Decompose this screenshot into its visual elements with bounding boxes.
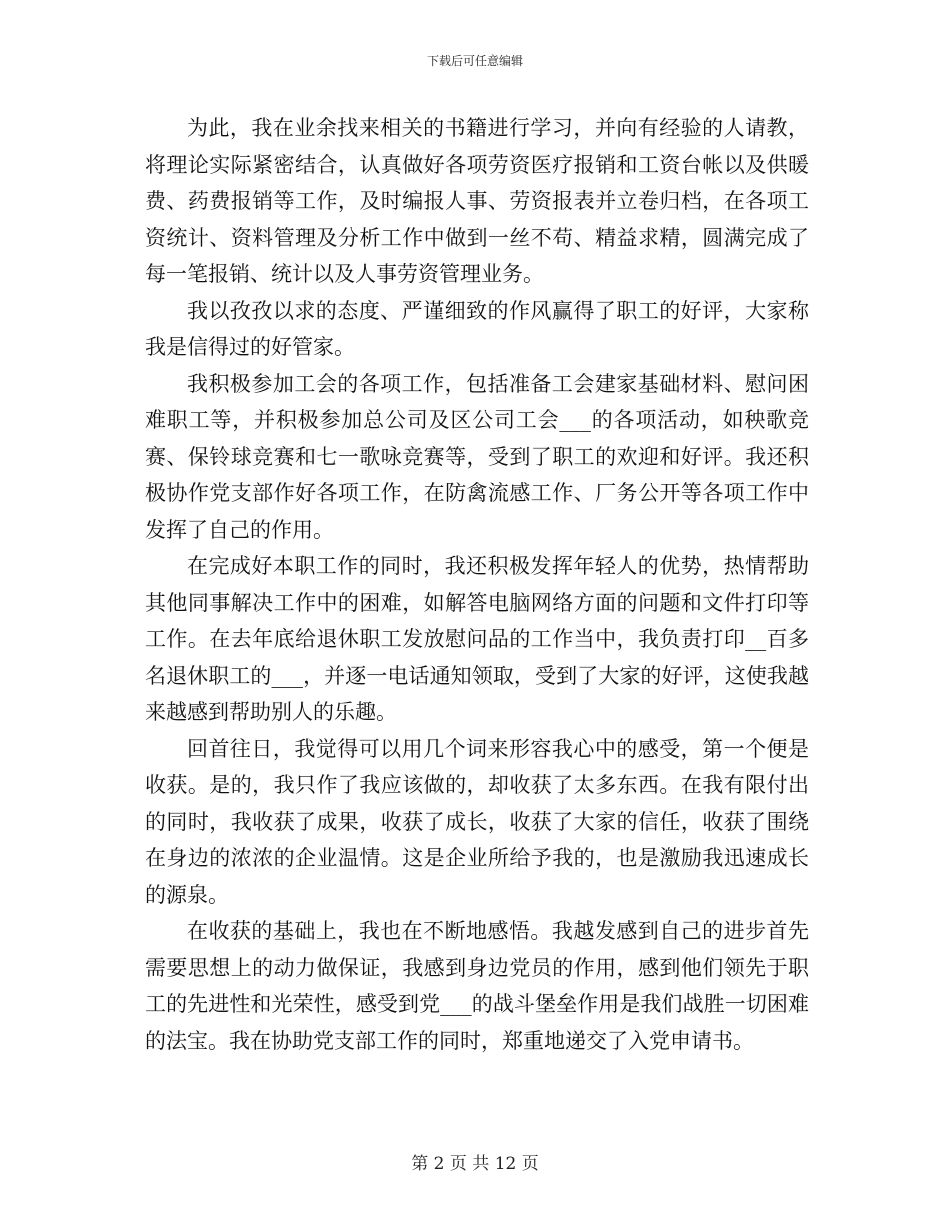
paragraph-1: 为此，我在业余找来相关的书籍进行学习，并向有经验的人请教，将理论实际紧密结合，认真做好各项劳资医疗报销和工资台帐以及供暖费、药费报销等工作，及时编报人事、劳资报表并立卷归档，在各项工资统计、资料管理及分析工作中做到一丝不苟、精益求精，圆满完成了每一笔报销、统计以及人事劳资管理业务。 bbox=[145, 116, 809, 286]
page-header: 下载后可任意编辑 bbox=[426, 54, 523, 68]
paragraph-3: 我积极参加工会的各项工作，包括准备工会建家基础材料、慰问困难职工等，并积极参加总公司及区公司工会___的各项活动，如秧歌竞赛、保铃球竞赛和七一歌咏竞赛等，受到了职工的欢迎和好评。我还积极协作党支部作好各项工作，在防禽流感工作、厂务公开等各项工作中发挥了自己的作用。 bbox=[145, 371, 809, 542]
page-footer: 第 2 页 共 12 页 bbox=[411, 1154, 539, 1174]
paragraph-2: 我以孜孜以求的态度、严谨细致的作风赢得了职工的好评，大家称我是信得过的好管家。 bbox=[145, 298, 809, 359]
paragraph-4: 在完成好本职工作的同时，我还积极发挥年轻人的优势，热情帮助其他同事解决工作中的困难，如解答电脑网络方面的问题和文件打印等工作。在去年底给退休职工发放慰问品的工作当中，我负责打印__百多名退休职工的___，并逐一电话通知领取，受到了大家的好评，这使我越来越感到帮助别人的乐趣。 bbox=[145, 554, 809, 724]
body-text bbox=[145, 110, 809, 1059]
paragraph-6: 在收获的基础上，我也在不断地感悟。我越发感到自己的进步首先需要思想上的动力做保证，我感到身边党员的作用，感到他们领先于职工的先进性和光荣性，感受到党___的战斗堡垒作用是我们战胜一切困难的法宝。我在协助党支部工作的同时，郑重地递交了入党申请书。 bbox=[145, 919, 809, 1053]
paragraph-5: 回首往日，我觉得可以用几个词来形容我心中的感受，第一个便是收获。是的，我只作了我应该做的，却收获了太多东西。在我有限付出的同时，我收获了成果，收获了成长，收获了大家的信任，收获了围绕在身边的浓浓的企业温情。这是企业所给予我的，也是激励我迅速成长的源泉。 bbox=[145, 736, 809, 907]
